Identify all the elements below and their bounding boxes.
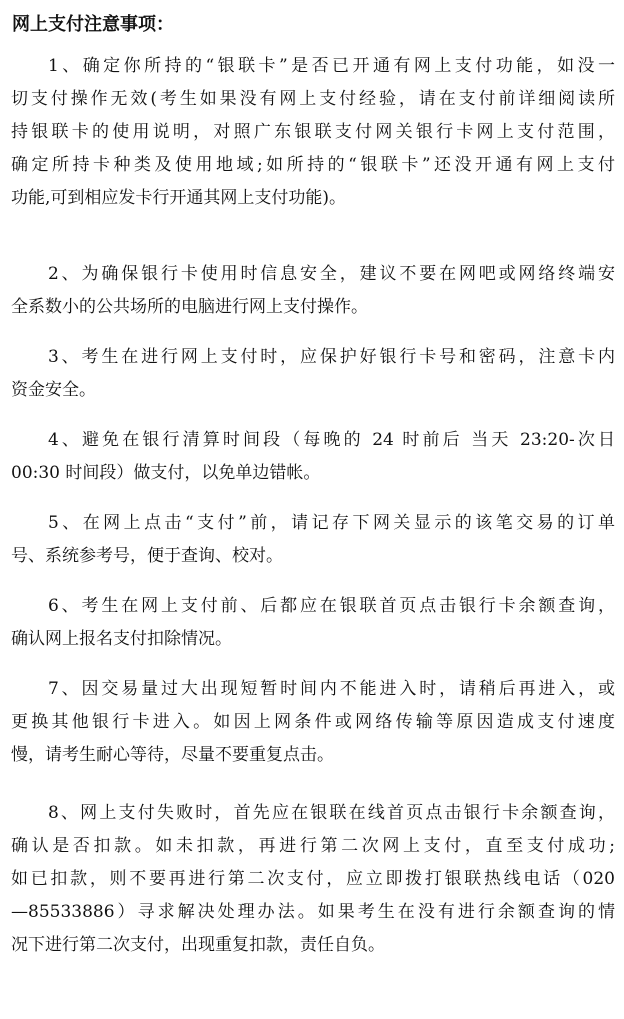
notice-item-1 <box>0 50 624 215</box>
notice-line: 5、在网上点击“支付”前，请记存下网关显示的该笔交易的订单 <box>48 513 615 533</box>
notice-line: 慢，请考生耐心等待，尽量不要重复点击。 <box>11 745 334 765</box>
notice-line: 号、系统参考号，便于查询、校对。 <box>11 546 283 566</box>
notice-line: 7、因交易量过大出现短暂时间内不能进入时，请稍后再进入，或 <box>48 679 615 699</box>
notice-item-4 <box>0 424 624 490</box>
notice-line: 2、为确保银行卡使用时信息安全，建议不要在网吧或网络终端安 <box>48 264 615 284</box>
notice-line: 6、考生在网上支付前、后都应在银联首页点击银行卡余额查询， <box>48 596 615 616</box>
notice-line: 全系数小的公共场所的电脑进行网上支付操作。 <box>11 297 368 317</box>
notice-line: 00:30 时间段）做支付，以免单边错帐。 <box>11 463 321 483</box>
notice-item-5 <box>0 507 624 573</box>
notice-line: 资金安全。 <box>11 380 96 400</box>
notice-line: 况下进行第二次支付，出现重复扣款，责任自负。 <box>11 935 385 955</box>
notice-line: 确认网上报名支付扣除情况。 <box>11 629 232 649</box>
notice-item-6 <box>0 590 624 656</box>
document-title: 网上支付注意事项： <box>12 14 174 35</box>
notice-line: 持银联卡的使用说明，对照广东银联支付网关银行卡网上支付范围， <box>11 122 615 142</box>
notice-line: 切支付操作无效(考生如果没有网上支付经验，请在支付前详细阅读所 <box>11 89 615 109</box>
notice-item-2 <box>0 258 624 324</box>
notice-line: 3、考生在进行网上支付时，应保护好银行卡号和密码，注意卡内 <box>48 347 615 367</box>
notice-line: 如已扣款，则不要再进行第二次支付，应立即拨打银联热线电话（020 <box>11 869 615 889</box>
notice-line: 更换其他银行卡进入。如因上网条件或网络传输等原因造成支付速度 <box>11 712 615 732</box>
notice-line: 确定所持卡种类及使用地域;如所持的“银联卡”还没开通有网上支付 <box>11 155 615 175</box>
notice-item-7 <box>0 673 624 772</box>
notice-line: 确认是否扣款。如未扣款，再进行第二次网上支付，直至支付成功; <box>11 836 615 856</box>
notice-line: —85533886）寻求解决处理办法。如果考生在没有进行余额查询的情 <box>11 902 615 922</box>
notice-item-3 <box>0 341 624 407</box>
notice-line: 1、确定你所持的“银联卡”是否已开通有网上支付功能，如没一 <box>48 56 615 76</box>
notice-item-8 <box>0 797 624 962</box>
notice-line: 4、避免在银行清算时间段（每晚的 24 时前后 当天 23:20-次日 <box>48 430 615 450</box>
notice-line: 8、网上支付失败时，首先应在银联在线首页点击银行卡余额查询， <box>48 803 615 823</box>
notice-line: 功能,可到相应发卡行开通其网上支付功能)。 <box>11 188 347 208</box>
